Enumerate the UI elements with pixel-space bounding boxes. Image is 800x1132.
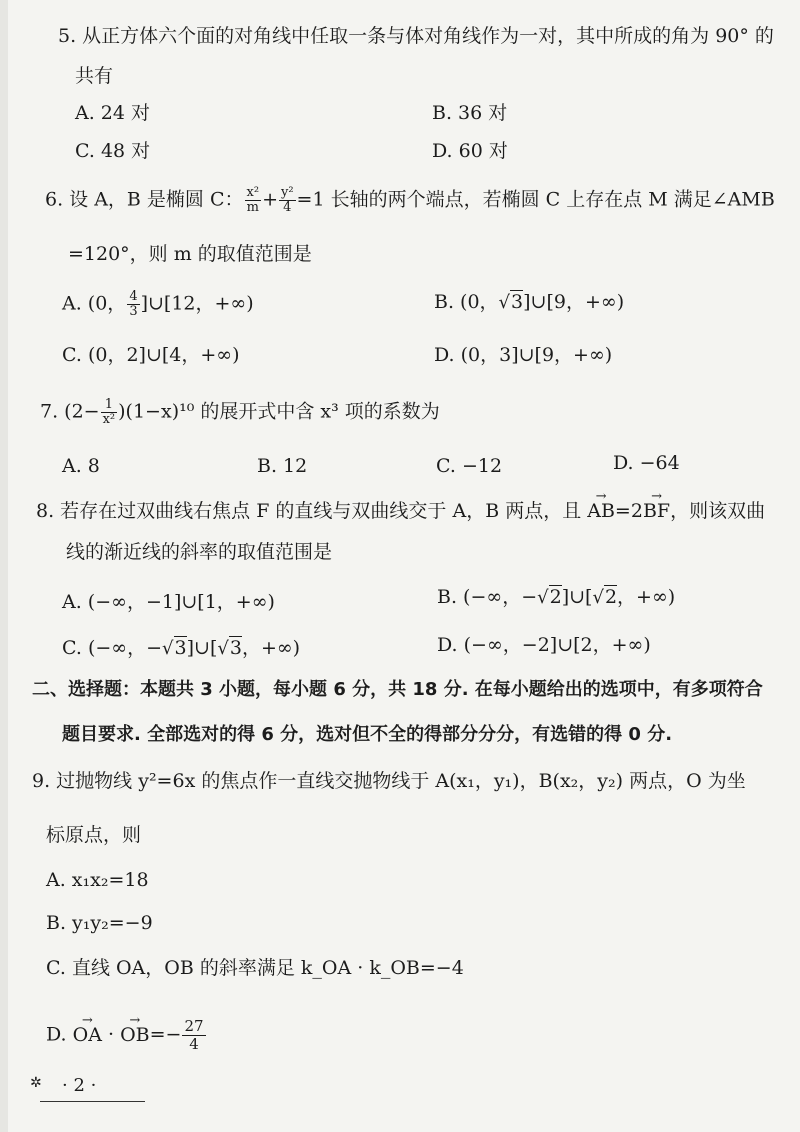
q9-option-b: B. y₁y₂=−9 — [46, 912, 153, 934]
radicand: 2 — [604, 586, 618, 608]
sqrt-icon: √ — [592, 587, 604, 608]
opt-mid: ]∪[ — [186, 637, 218, 659]
radicand: 3 — [229, 637, 242, 659]
q7-option-a: A. 8 — [62, 455, 100, 477]
plus-sign: + — [262, 188, 278, 211]
frac-num: 4 — [129, 289, 138, 304]
q7-option-b: B. 12 — [257, 455, 308, 477]
q8-pre: 8. 若存在过双曲线右焦点 F 的直线与双曲线交于 A，B 两点，且 — [36, 500, 588, 522]
frac-num: 1 — [101, 398, 118, 413]
opt-post: ，+∞) — [617, 586, 676, 608]
frac-den: 3 — [129, 304, 138, 319]
scan-edge — [0, 0, 8, 1132]
q6-stem-line2: =120°，则 m 的取值范围是 — [68, 243, 312, 265]
q6-pre: 6. 设 A，B 是椭圆 C： — [45, 188, 244, 211]
vector-bf: → BF — [643, 499, 670, 523]
q5-option-b: B. 36 对 — [432, 102, 508, 124]
vector-ob: → OB — [120, 1023, 150, 1047]
q7-option-d: D. −64 — [613, 452, 680, 474]
q9-option-a: A. x₁x₂=18 — [46, 869, 149, 891]
frac-den: x² — [102, 412, 116, 427]
opt-post: ，+∞) — [241, 637, 301, 659]
q6-frac-y — [279, 186, 296, 215]
q8-post: ，则该双曲 — [670, 500, 766, 522]
q6-option-a — [62, 290, 254, 319]
q7-post: )(1−x)¹⁰ 的展开式中含 x³ 项的系数为 — [118, 400, 440, 423]
q8-stem-line1 — [36, 499, 765, 523]
vector-ab: → AB — [587, 499, 615, 523]
publisher-logo-icon: ✲ — [30, 1075, 42, 1091]
sqrt-icon: √ — [498, 292, 511, 313]
q9-option-c: C. 直线 OA，OB 的斜率满足 k_OA · k_OB=−4 — [46, 957, 464, 979]
frac-den: 4 — [189, 1035, 199, 1053]
q6-stem-line1 — [45, 186, 775, 215]
q8-option-c — [62, 636, 300, 661]
q8-mid: =2 — [614, 500, 643, 522]
q6-frac-x — [245, 186, 262, 215]
q5-stem-line1: 5. 从正方体六个面的对角线中任取一条与体对角线作为一对，其中所成的角为 90° 的 — [58, 25, 774, 47]
q9-stem-line2: 标原点，则 — [46, 824, 142, 846]
section2-heading-line2: 题目要求. 全部选对的得 6 分，选对但不全的得部分分分，有选错的得 0 分. — [62, 724, 673, 745]
q6-option-c: C. (0，2]∪[4，+∞) — [62, 344, 240, 366]
q8-option-b — [437, 585, 675, 610]
opt-post: ]∪[9，+∞) — [523, 291, 625, 313]
radicand: 2 — [549, 586, 562, 608]
q5-option-d: D. 60 对 — [432, 140, 508, 162]
radicand: 3 — [174, 637, 187, 659]
opt-eq: =− — [149, 1023, 182, 1046]
q9-option-d — [46, 1018, 207, 1053]
radicand: 3 — [511, 291, 524, 313]
q5-option-c: C. 48 对 — [75, 140, 151, 162]
opt-pre: B. (0， — [434, 291, 499, 313]
q8-stem-line2: 线的渐近线的斜率的取值范围是 — [66, 541, 333, 563]
q7-option-c: C. −12 — [436, 455, 503, 477]
q9-stem-line1: 9. 过抛物线 y²=6x 的焦点作一直线交抛物线于 A(x₁，y₁)，B(x₂，y₂) 两点，O 为坐 — [32, 770, 746, 792]
frac-num: y² — [280, 185, 294, 200]
opt-pre: D. — [46, 1023, 73, 1046]
frac-den: m — [246, 200, 259, 215]
q6-post: =1 长轴的两个端点，若椭圆 C 上存在点 M 满足∠AMB — [296, 188, 775, 211]
opt-post: ]∪[12，+∞) — [140, 292, 254, 315]
q7-pre: 7. (2− — [40, 400, 100, 423]
q8-option-d: D. (−∞，−2]∪[2，+∞) — [437, 634, 651, 656]
sqrt-icon: √ — [162, 638, 174, 659]
section2-heading-line1: 二、选择题：本题共 3 小题，每小题 6 分，共 18 分. 在每小题给出的选项中，有多项符合 — [32, 679, 763, 700]
footer-rule — [40, 1101, 145, 1102]
q5-stem-line2: 共有 — [75, 65, 114, 87]
frac-num: x² — [246, 185, 260, 200]
q7-frac — [101, 398, 118, 427]
q6-a-frac — [127, 290, 139, 319]
frac-num: 27 — [184, 1017, 204, 1035]
page-number: · 2 · — [62, 1075, 97, 1096]
q7-stem — [40, 398, 440, 427]
opt-pre: C. (−∞，− — [62, 637, 163, 659]
dot-op: · — [101, 1023, 121, 1046]
q8-option-a: A. (−∞，−1]∪[1，+∞) — [62, 591, 275, 613]
q9-d-frac — [182, 1018, 205, 1053]
opt-mid: ]∪[ — [561, 586, 593, 608]
sqrt-icon: √ — [537, 587, 549, 608]
opt-pre: A. (0， — [62, 292, 127, 315]
opt-pre: B. (−∞，− — [437, 586, 538, 608]
sqrt-icon: √ — [217, 638, 229, 659]
q6-option-d: D. (0，3]∪[9，+∞) — [434, 344, 613, 366]
vector-oa: → OA — [73, 1023, 102, 1047]
q5-option-a: A. 24 对 — [75, 102, 151, 124]
q6-option-b — [434, 290, 624, 315]
frac-den: 4 — [283, 200, 292, 215]
